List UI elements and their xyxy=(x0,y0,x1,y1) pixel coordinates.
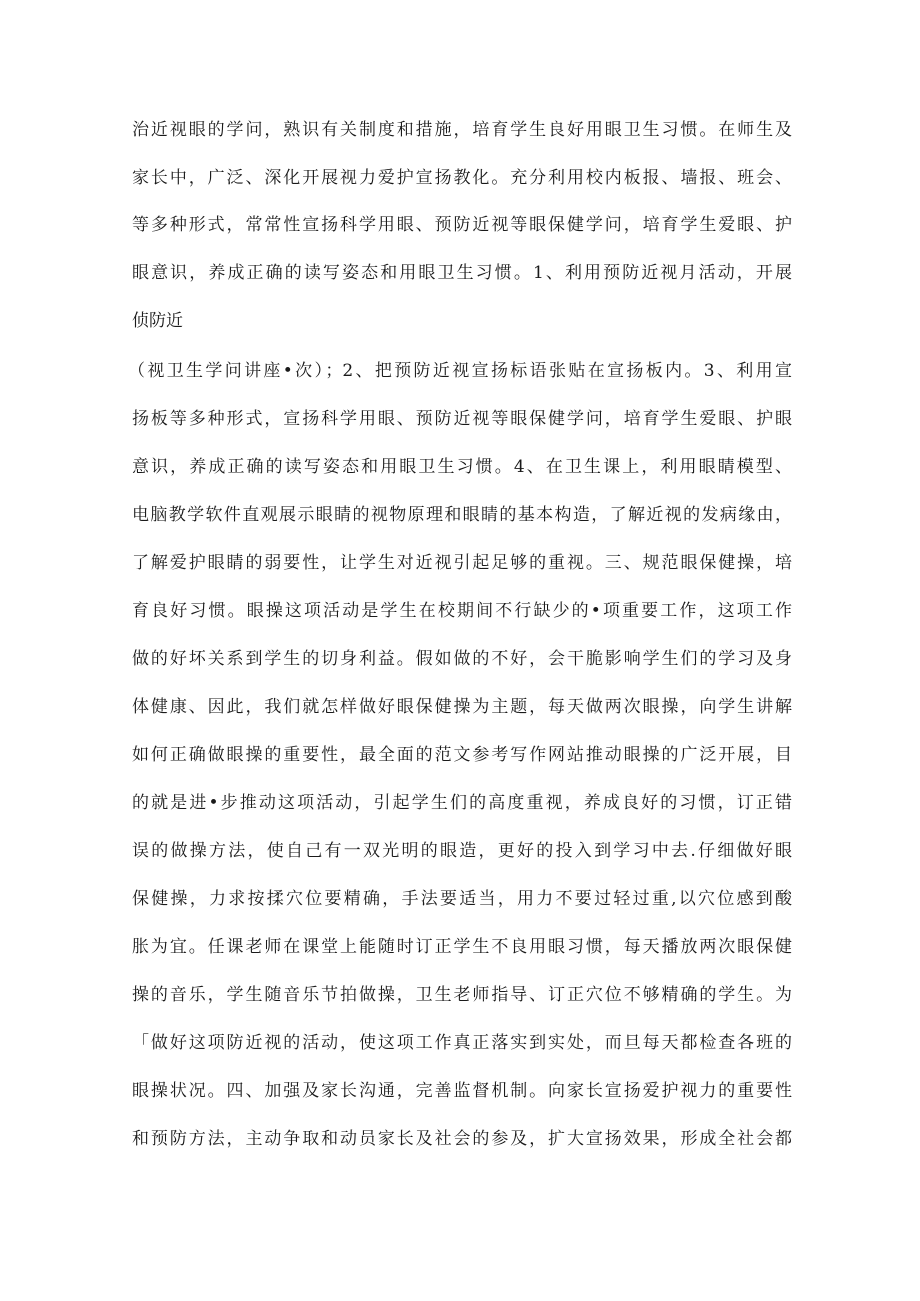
text-line: 「做好这项防近视的活动，使这项工作真正落实到实处，而旦每天都检查各班的 xyxy=(132,1033,792,1053)
text-line: 如何正确做眼操的重要性，最全面的范文参考写作网站推动眼操的广泛开展，目 xyxy=(132,745,792,765)
text-line: 育良好习惯。眼操这项活动是学生在校期间不行缺少的•项重要工作，这项工作 xyxy=(132,601,792,621)
text-line: 操的音乐，学生随音乐节拍做操，卫生老师指导、订正穴位不够精确的学生。为 xyxy=(132,985,792,1005)
text-line: 保健操，力求按揉穴位要精确，手法要适当，用力不要过轻过重,以穴位感到酸 xyxy=(132,889,792,909)
text-line: 做的好坏关系到学生的切身利益。假如做的不好，会干脆影响学生们的学习及身 xyxy=(132,649,792,669)
text-line: 治近视眼的学问，熟识有关制度和措施，培育学生良好用眼卫生习惯。在师生及 xyxy=(132,120,792,140)
text-line: 和预防方法，主动争取和动员家长及社会的参及，扩大宣扬效果，形成全社会都 xyxy=(132,1129,792,1149)
text-line: 家长中，广泛、深化开展视力爱护宣扬教化。充分利用校内板报、墙报、班会、 xyxy=(132,168,792,188)
text-line: 等多种形式，常常性宣扬科学用眼、预防近视等眼保健学问，培育学生爱眼、护 xyxy=(132,215,792,235)
text-line: 意识，养成正确的读写姿态和用眼卫生习惯。4、在卫生课上，利用眼睛模型、 xyxy=(132,457,792,477)
text-line: 侦防近 xyxy=(132,311,183,331)
text-line: 的就是进•步推动这项活动，引起学生们的高度重视，养成良好的习惯，订正错 xyxy=(132,793,792,813)
text-line: 误的做操方法，使自己有一双光明的眼造，更好的投入到学习中去.仔细做好眼 xyxy=(132,841,792,861)
text-line: 电脑教学软件直观展示眼睛的视物原理和眼睛的基本构造，了解近视的发病缘由， xyxy=(132,505,792,525)
text-line: 胀为宜。任课老师在课堂上能随时订正学生不良用眼习惯，每天播放两次眼保健 xyxy=(132,937,792,957)
text-line: （视卫生学问讲座•次）；2、把预防近视宣扬标语张贴在宣扬板内。3、利用宣 xyxy=(128,361,792,381)
text-line: 眼操状况。四、加强及家长沟通，完善监督机制。向家长宣扬爱护视力的重要性 xyxy=(132,1081,792,1101)
text-line: 眼意识，养成正确的读写姿态和用眼卫生习惯。1、利用预防近视月活动，开展 xyxy=(132,263,792,283)
text-line: 了解爱护眼睛的弱要性，让学生对近视引起足够的重视。三、规范眼保健操，培 xyxy=(132,553,792,573)
text-line: 体健康、因此，我们就怎样做好眼保健操为主题，每天做两次眼操，向学生讲解 xyxy=(132,697,792,717)
text-line: 扬板等多种形式，宣扬科学用眼、预防近视等眼保健学问，培育学生爱眼、护眼 xyxy=(132,409,792,429)
